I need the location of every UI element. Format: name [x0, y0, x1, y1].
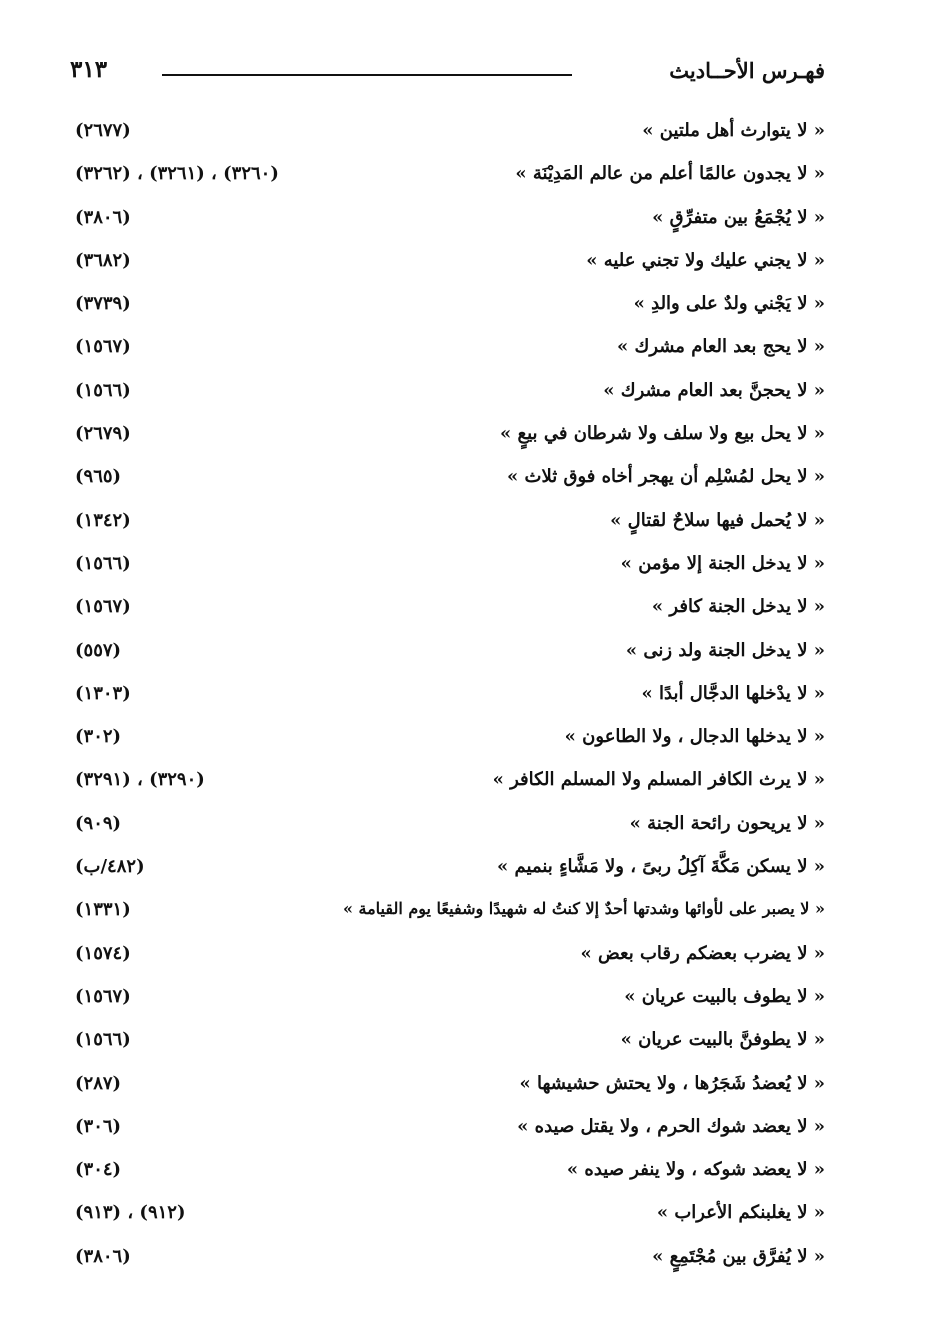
hadith-reference-numbers: (٣٠٢)	[75, 726, 122, 748]
hadith-reference-numbers: (٩١٢) ، (٩١٣)	[75, 1202, 186, 1224]
hadith-index-list	[75, 114, 825, 1283]
index-entry	[75, 417, 825, 460]
hadith-text: « لا يُجْمَعُ بين متفرِّقٍ »	[652, 206, 825, 228]
hadith-reference-numbers: (١٥٦٧)	[75, 596, 131, 618]
index-entry	[75, 937, 825, 980]
hadith-text: « لا يريحون رائحة الجنة »	[629, 812, 825, 834]
hadith-reference-numbers: (٣٧٣٩)	[75, 293, 131, 315]
index-entry	[75, 330, 825, 373]
hadith-reference-numbers: (١٥٦٦)	[75, 379, 131, 401]
hadith-text: « لا يصبر على لأوائها وشدتها أحدٌ إلا كنتُ له شهيدًا وشفيعًا يوم القيامة »	[342, 899, 825, 919]
hadith-reference-numbers: (١٥٦٦)	[75, 552, 131, 574]
hadith-text: « لا يُعضدُ شَجَرُها ، ولا يحتش حشيشها »	[519, 1072, 825, 1094]
hadith-reference-numbers: (١٣٤٢)	[75, 509, 131, 531]
index-entry	[75, 1067, 825, 1110]
hadith-reference-numbers: (٣٢٩٠) ، (٣٢٩١)	[75, 769, 205, 791]
hadith-text: « لا يجدون عالمًا أعلم من عالم المَدِيْنَة »	[515, 163, 825, 185]
index-entry	[75, 244, 825, 287]
index-entry	[75, 460, 825, 503]
page-number: ٣١٣	[70, 56, 108, 83]
hadith-text: « لا يجني عليك ولا تجني عليه »	[586, 249, 825, 271]
index-entry	[75, 547, 825, 590]
hadith-text: « لا يطوفنَّ بالبيت عريان »	[620, 1029, 825, 1051]
index-entry	[75, 201, 825, 244]
hadith-reference-numbers: (١٣٣١)	[75, 899, 131, 921]
hadith-text: « لا يحج بعد العام مشرك »	[616, 336, 825, 358]
index-entry	[75, 807, 825, 850]
hadith-reference-numbers: (٣٨٠٦)	[75, 1245, 131, 1267]
hadith-reference-numbers: (٣٢٦٠) ، (٣٢٦١) ، (٣٢٦٢)	[75, 163, 279, 185]
header-rule	[162, 74, 572, 76]
hadith-reference-numbers: (٤٨٢/ب)	[75, 856, 145, 878]
index-entry	[75, 1196, 825, 1239]
index-entry	[75, 893, 825, 936]
hadith-text: « لا يعضد شوك الحرم ، ولا يقتل صيده »	[517, 1115, 825, 1137]
hadith-text: « لا يَجْني ولدٌ على والدِ »	[633, 293, 825, 315]
hadith-reference-numbers: (٣٠٤)	[75, 1159, 122, 1181]
hadith-text: « لا يغلبنكم الأعراب »	[656, 1202, 825, 1224]
index-entry	[75, 287, 825, 330]
hadith-text: « لا يطوف بالبيت عريان »	[624, 985, 825, 1007]
hadith-text: « لا يتوارث أهل ملتين »	[642, 120, 825, 141]
index-entry	[75, 374, 825, 417]
hadith-text: « لا يدخل الجنة ولد زنى »	[625, 639, 825, 661]
hadith-reference-numbers: (٣٦٨٢)	[75, 249, 131, 271]
index-entry	[75, 114, 825, 157]
index-entry	[75, 634, 825, 677]
index-entry	[75, 850, 825, 893]
hadith-text: « لا يدخل الجنة كافر »	[651, 596, 825, 618]
hadith-reference-numbers: (١٥٦٦)	[75, 1029, 131, 1051]
hadith-text: « لا يحجنَّ بعد العام مشرك »	[603, 379, 825, 401]
hadith-reference-numbers: (٢٨٧)	[75, 1072, 122, 1094]
index-entry	[75, 677, 825, 720]
index-entry	[75, 1110, 825, 1153]
index-entry	[75, 1153, 825, 1196]
hadith-reference-numbers: (٣٨٠٦)	[75, 206, 131, 228]
hadith-reference-numbers: (١٥٦٧)	[75, 985, 131, 1007]
hadith-text: « لا يُحمل فيها سلاحٌ لقتالٍ »	[610, 509, 825, 531]
hadith-reference-numbers: (٥٥٧)	[75, 639, 122, 661]
hadith-text: « لا يدْخلها الدجَّال أبدًا »	[641, 682, 825, 704]
hadith-text: « لا يضرب بعضكم رقاب بعض »	[580, 942, 825, 964]
hadith-reference-numbers: (١٣٠٣)	[75, 682, 131, 704]
index-entry	[75, 763, 825, 806]
hadith-reference-numbers: (٢٦٧٧)	[75, 120, 131, 141]
hadith-text: « لا يرث الكافر المسلم ولا المسلم الكافر »	[492, 769, 825, 791]
page-header	[70, 52, 825, 92]
index-entry	[75, 1023, 825, 1066]
hadith-text: « لا يسكن مَكَّةَ آكِلُ ربىً ، ولا مَشَّاءٍ بنميم »	[497, 856, 825, 878]
index-entry	[75, 1240, 825, 1283]
hadith-reference-numbers: (٣٠٦)	[75, 1115, 122, 1137]
index-entry	[75, 157, 825, 200]
hadith-reference-numbers: (١٥٦٧)	[75, 336, 131, 358]
hadith-reference-numbers: (١٥٧٤)	[75, 942, 131, 964]
hadith-text: « لا يعضد شوكه ، ولا ينفر صيده »	[566, 1159, 825, 1181]
index-entry	[75, 720, 825, 763]
page-title: فهـرس الأحــاديث	[669, 58, 825, 83]
hadith-text: « لا يدخلها الدجال ، ولا الطاعون »	[564, 726, 825, 748]
hadith-text: « لا يحل بيع ولا سلف ولا شرطان في بيعٍ »	[500, 423, 825, 445]
hadith-text: « لا يدخل الجنة إلا مؤمن »	[620, 552, 825, 574]
index-entry	[75, 590, 825, 633]
hadith-text: « لا يحل لمُسْلِم أن يهجر أخاه فوق ثلاث »	[507, 466, 825, 488]
hadith-reference-numbers: (٩٠٩)	[75, 812, 122, 834]
hadith-reference-numbers: (٢٦٧٩)	[75, 423, 131, 445]
hadith-reference-numbers: (٩٦٥)	[75, 466, 122, 488]
hadith-text: « لا يُفرَّق بين مُجْتَمِعٍ »	[652, 1245, 825, 1267]
index-entry	[75, 980, 825, 1023]
index-entry	[75, 504, 825, 547]
